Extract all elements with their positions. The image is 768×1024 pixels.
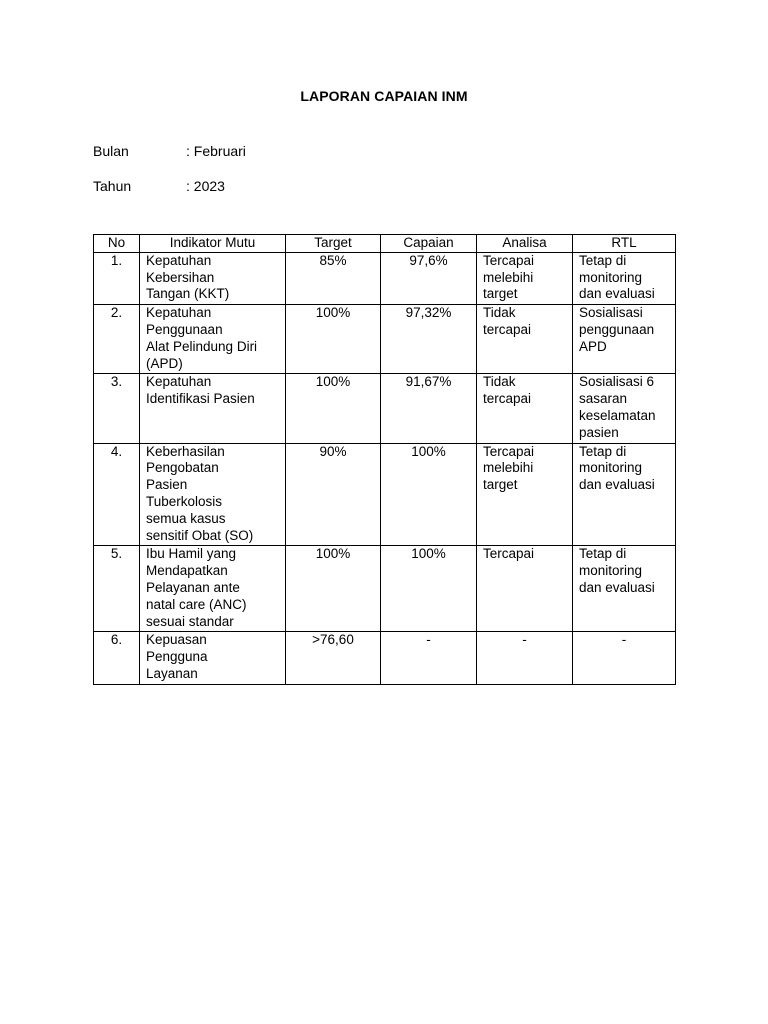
- cell-no: 3.: [94, 374, 140, 443]
- bulan-value: : Februari: [186, 143, 246, 159]
- indikator-mutu-table: [93, 234, 676, 685]
- cell-rtl: [573, 252, 676, 304]
- table-row: [94, 443, 676, 546]
- meta-bulan: [93, 143, 246, 159]
- cell-target: 85%: [286, 252, 381, 304]
- cell-analisa-text: Tidak tercapai: [483, 374, 532, 407]
- cell-indikator: [140, 374, 286, 443]
- table-row: [94, 252, 676, 304]
- cell-indikator: [140, 443, 286, 546]
- tahun-value: : 2023: [186, 178, 225, 194]
- cell-target: 100%: [286, 546, 381, 632]
- cell-rtl-text: Sosialisasi 6 sasaran keselamatan pasien: [579, 374, 656, 440]
- cell-rtl: [573, 443, 676, 546]
- header-target: Target: [286, 235, 381, 253]
- cell-rtl-text: Tetap di monitoring dan evaluasi: [579, 443, 655, 493]
- cell-indikator-text: Kepatuhan Kebersihan Tangan (KKT): [146, 252, 230, 302]
- cell-target: 90%: [286, 443, 381, 546]
- cell-target: 100%: [286, 305, 381, 374]
- cell-indikator-text: Ibu Hamil yang Mendapatkan Pelayanan ante natal care (ANC) sesuai standar: [146, 546, 247, 629]
- cell-analisa: [477, 546, 573, 632]
- cell-analisa: [477, 443, 573, 546]
- cell-no: 4.: [94, 443, 140, 546]
- document-title: LAPORAN CAPAIAN INM: [300, 88, 468, 104]
- cell-capaian: 97,6%: [381, 252, 477, 304]
- cell-rtl: [573, 305, 676, 374]
- cell-capaian: 97,32%: [381, 305, 477, 374]
- cell-analisa-text: Tercapai: [483, 546, 535, 562]
- cell-analisa: [477, 252, 573, 304]
- cell-analisa: [477, 305, 573, 374]
- cell-analisa-text: Tercapai melebihi target: [483, 252, 535, 302]
- cell-rtl: [573, 546, 676, 632]
- cell-indikator: [140, 632, 286, 684]
- cell-rtl: [573, 374, 676, 443]
- header-rtl: RTL: [573, 235, 676, 253]
- cell-rtl: -: [573, 632, 676, 684]
- cell-capaian: 91,67%: [381, 374, 477, 443]
- cell-no: 5.: [94, 546, 140, 632]
- header-analisa: Analisa: [477, 235, 573, 253]
- cell-rtl-text: Tetap di monitoring dan evaluasi: [579, 252, 655, 302]
- cell-indikator: [140, 252, 286, 304]
- bulan-label: Bulan: [93, 143, 129, 159]
- table-header-row: [94, 235, 676, 253]
- table-row: [94, 374, 676, 443]
- header-no: No: [94, 235, 140, 253]
- cell-analisa-text: Tercapai melebihi target: [483, 443, 535, 493]
- header-capaian: Capaian: [381, 235, 477, 253]
- cell-capaian: 100%: [381, 546, 477, 632]
- cell-indikator: [140, 546, 286, 632]
- header-indikator: Indikator Mutu: [140, 235, 286, 253]
- cell-no: 1.: [94, 252, 140, 304]
- table-row: [94, 305, 676, 374]
- cell-analisa: [477, 374, 573, 443]
- cell-analisa: -: [477, 632, 573, 684]
- cell-indikator: [140, 305, 286, 374]
- cell-target: 100%: [286, 374, 381, 443]
- cell-indikator-text: Kepatuhan Identifikasi Pasien: [146, 374, 255, 407]
- cell-no: 6.: [94, 632, 140, 684]
- cell-rtl-text: Tetap di monitoring dan evaluasi: [579, 546, 655, 595]
- table-row: [94, 632, 676, 684]
- cell-indikator-text: Kepatuhan Penggunaan Alat Pelindung Diri (APD): [146, 305, 258, 371]
- cell-indikator-text: Keberhasilan Pengobatan Pasien Tuberkolosis semua kasus sensitif Obat (SO): [146, 443, 254, 543]
- table-row: [94, 546, 676, 632]
- cell-capaian: -: [381, 632, 477, 684]
- cell-rtl-text: Sosialisasi penggunaan APD: [579, 305, 655, 354]
- cell-indikator-text: Kepuasan Pengguna Layanan: [146, 632, 208, 681]
- tahun-label: Tahun: [93, 178, 132, 194]
- meta-tahun: [93, 178, 225, 194]
- cell-capaian: 100%: [381, 443, 477, 546]
- cell-no: 2.: [94, 305, 140, 374]
- cell-analisa-text: Tidak tercapai: [483, 305, 532, 337]
- cell-target: >76,60: [286, 632, 381, 684]
